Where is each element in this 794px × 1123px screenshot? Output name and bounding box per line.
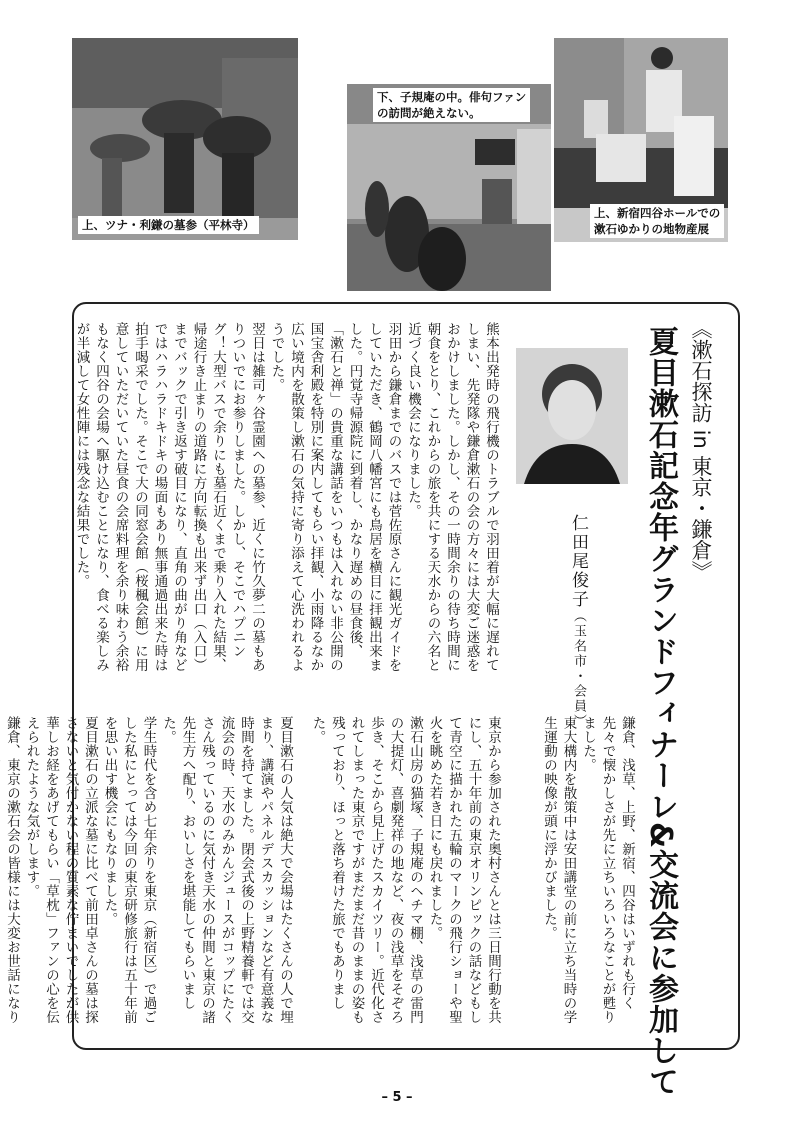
paragraph-10: 夏目漱石の立派な墓に比べて前田卓さんの墓は探さないと気付かない程の質素な佇まいでしたが供華しお経をあげてもらい「草枕」ファンの心を伝えられたような気がします。 [23, 716, 98, 1024]
paragraph-5: 学生時代を含め七年余りを東京（新宿区）で過ごした私にとっては今回の東京研修旅行は五十年前を思い出す機会にもなりました。 [101, 716, 157, 1024]
shikian-caption-line-1: 下、子規庵の中。俳句ファン [377, 90, 527, 104]
grave-visit-caption: 上、ツナ・利鎌の墓参（平林寺） [78, 216, 259, 234]
exhibition-caption [590, 204, 724, 238]
paragraph-6: 鎌倉、浅草、上野、新宿、四谷はいずれも行く先々で懐かしさが先に立ちいろいろなことが甦りました。 [580, 716, 635, 1024]
paragraph-8: 東京から参加された奥村さんとは三日間行動を共にし、五十年前の東京オリンピックの話などもして青空に描かれた五輪のマークの飛行ショーや聖火を眺めた若き日にも戻れました。 [426, 716, 501, 1024]
shikian-photo [347, 84, 551, 291]
paragraph-2: 羽田から鎌倉までのバスでは菅佐原さんに観光ガイドをしていただき、鶴岡八幡宮にも鳥居を横目に拝観出来ました。円覚寺帰源院に到着し、かなり遅めの昼食後、「漱石と禅」の貴重な講話をいつもは入れない非公開の国宝舎利殿を特別に案内してもらい拝観、小雨降るなか広い境内を散策し漱石の気持に寄り添えて心洗われるようでした。 [268, 322, 402, 672]
page-number: – 5 – [381, 1090, 413, 1105]
paragraph-9: 漱石山房の猫塚、子規庵のヘチマ棚、浅草の雷門の大提灯、喜劇発祥の地など、夜の浅草をそぞろ歩き、そこから見上げたスカイツリー。近代化されてしまった東京ですがまだまだ昔のままの姿も残っており、ほっと落ち着けた旅でもありました。 [309, 716, 423, 1024]
body-column-bottom-left [4, 716, 294, 1034]
exhibition-caption-line-1: 上、新宿四谷ホールでの [594, 206, 721, 220]
exhibition-photo [554, 38, 728, 242]
series-title: 《漱石探訪 in 東京・鎌倉》 [689, 318, 713, 582]
body-column-right [506, 716, 636, 1034]
exhibition-caption-line-2: 漱石ゆかりの地物産展 [594, 222, 709, 236]
grave-visit-illustration [72, 38, 298, 240]
grave-visit-photo [72, 38, 298, 240]
paragraph-3: 翌日は雑司ヶ谷霊園への墓参、近くに竹久夢二の墓もありついでにお参りしました。しかし、そこでハプニング！大型バスで余りにも墓石近くまで乗り入れた結果、帰途行き止まりの道路に方向転換も出来ず出口（入口）までバックで引き返す破目になり、直角の曲がり角などではハラハラドキドキの場面もあり無事通過出来た時は拍手喝采でした。そこで大の同窓会館（桜楓会館）に用意していただいていた昼食の会席料理を余り味わう余裕もなく四谷の会場へ駆け込むことになり、食べる楽しみが半減して女性陣には残念な結果でした。 [73, 322, 265, 672]
author-block [566, 514, 591, 729]
body-column-top-left [73, 322, 500, 678]
author-portrait [516, 348, 628, 484]
paragraph-1: 熊本出発時の飛行機のトラブルで羽田着が大幅に遅れてしまい、先発隊や鎌倉漱石の会の方々には大変ご迷惑をおかけしました。しかし、その一時間余りの待ち時間に朝食をとり、これからの旅を共にする天水からの六名と近づく良い機会になりました。 [405, 322, 499, 672]
shikian-caption-line-2: の訪問が絶えない。 [377, 106, 481, 120]
paragraph-4: 夏目漱石の人気は絶大で会場はたくさんの人で埋まり、講演やパネルデスカッションなど有意義な時間を持てました。閉会式後の上野精養軒では交流会の時、天水のみかんジュースがコップにたくさん残っているのに気付き天水の仲間と東京の諸先生方へ配り、おいしさを堪能してもらいました。 [160, 716, 293, 1024]
paragraph-11: 鎌倉、東京の漱石会の皆様には大変お世話になり [4, 716, 20, 1024]
body-column-bottom-mid [298, 716, 502, 1034]
author-portrait-illustration [516, 348, 628, 484]
author-name: 仁田尾俊子 [568, 514, 588, 609]
paragraph-7: 東大構内を散策中は安田講堂の前に立ち当時の学生運動の映像が頭に浮かびました。 [541, 716, 577, 1024]
author-affiliation: （玉名市・会員） [571, 609, 586, 729]
article-title: 夏目漱石記念年グランドフィナーレ&交流会に参加して [643, 326, 678, 1098]
shikian-caption [373, 88, 530, 122]
